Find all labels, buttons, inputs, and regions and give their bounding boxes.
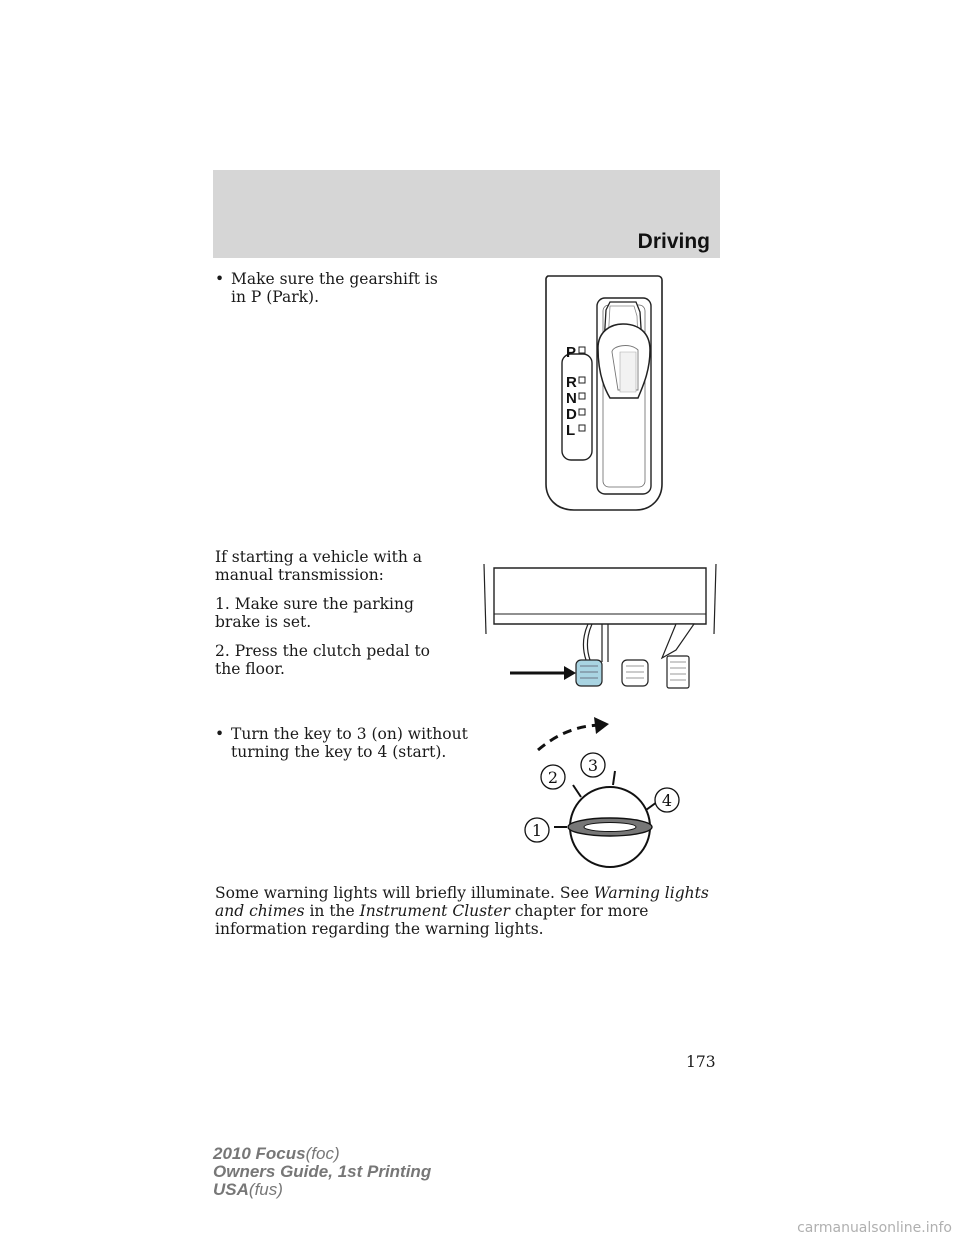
arrow-icon — [594, 717, 609, 734]
position-label-2: 2 — [547, 768, 559, 787]
footer-edition: Owners Guide, 1st Printing — [213, 1162, 432, 1181]
bullet-glyph: • — [215, 725, 225, 743]
gear-label-N: N — [566, 390, 577, 407]
gearshift-bullet: • Make sure the gearshift is in P (Park). — [215, 270, 438, 306]
gearshift-figure — [540, 272, 668, 518]
step-2: 2. Press the clutch pedal to the floor. — [215, 642, 431, 678]
section-header — [213, 170, 720, 258]
accelerator-pedal — [667, 656, 689, 688]
manual-intro: If starting a vehicle with a manual transmission: — [215, 548, 423, 584]
position-label-1: 1 — [531, 821, 543, 840]
instrument-cluster-link[interactable]: Instrument Cluster — [359, 902, 510, 920]
brake-pedal — [622, 660, 648, 686]
pedals-figure — [480, 562, 720, 698]
warning-paragraph: Some warning lights will briefly illuminate. See Warning lights and chimes in the Instrument Cluster chapter for more information regarding the warning lights. — [215, 884, 709, 938]
manual-steps — [215, 548, 460, 689]
position-label-3: 3 — [587, 756, 599, 775]
position-label-4: 4 — [661, 791, 673, 810]
watermark: carmanualsonline.info — [797, 1220, 952, 1236]
gear-label-P: P — [566, 344, 577, 361]
key-bullet: • Turn the key to 3 (on) without turning the key to 4 (start). — [215, 725, 468, 761]
dashboard-panel — [494, 568, 706, 624]
footer: 2010 Focus(foc) Owners Guide, 1st Printing USA(fus) — [213, 1144, 432, 1199]
gear-label-R: R — [566, 374, 577, 391]
ignition-figure — [510, 700, 700, 870]
footer-market: USA — [213, 1180, 249, 1199]
footer-model: 2010 Focus — [213, 1144, 306, 1163]
clutch-pedal — [576, 660, 602, 686]
step-1: 1. Make sure the parking brake is set. — [215, 595, 414, 631]
section-title: Driving — [637, 230, 710, 253]
warning-lights-link[interactable]: Warning lights and chimes — [215, 884, 709, 920]
bullet-glyph: • — [215, 270, 225, 288]
gear-label-D: D — [566, 406, 577, 423]
gear-label-L: L — [566, 422, 576, 439]
page-number: 173 — [686, 1053, 716, 1071]
